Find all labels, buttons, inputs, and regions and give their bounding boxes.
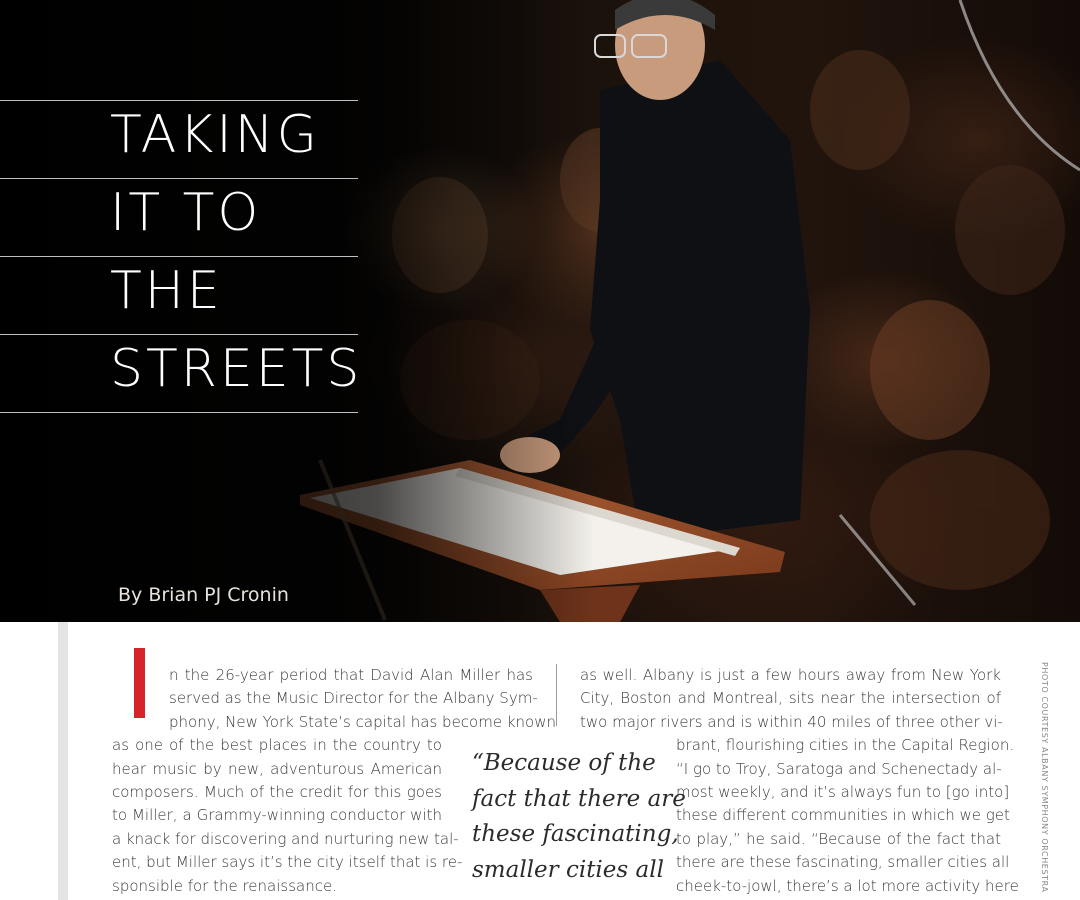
body-line: to play,” he said. “Because of the fact that [676, 829, 1001, 848]
photo-credit: PHOTO COURTESY ALBANY SYMPHONY ORCHESTRA [1040, 662, 1049, 893]
body-line: “I go to Troy, Saratoga and Schenectady al- [676, 759, 1002, 778]
body-line: composers. Much of the credit for this goes [112, 783, 442, 801]
body-line: ent, but Miller says it’s the city itself that is re- [112, 853, 463, 872]
body-line: cheek-to-jowl, there’s a lot more activity here [676, 876, 1019, 895]
body-line: n the 26-year period that David Alan Miller has [169, 666, 533, 684]
pull-quote-line: “Because of the [472, 750, 656, 776]
drop-cap [134, 648, 145, 718]
body-line: served as the Music Director for the Albany Sym- [169, 689, 538, 708]
title-line: TAKING [0, 100, 358, 178]
body-line: sponsible for the renaissance. [112, 876, 337, 895]
body-line: as well. Albany is just a few hours away from New York [580, 666, 1001, 684]
pull-quote-line: smaller cities all [472, 856, 664, 883]
byline: By Brian PJ Cronin [118, 584, 289, 606]
body-line: most weekly, and it’s always fun to [go into] [676, 783, 1010, 801]
title-line: STREETS [0, 334, 358, 413]
body-line: brant, flourishing cities in the Capital Region. [676, 736, 1015, 755]
body-line: two major rivers and is within 40 miles of three other vi- [580, 712, 1003, 731]
title-line: THE [0, 256, 358, 334]
column-divider [556, 664, 557, 726]
page-gutter [58, 622, 68, 900]
title-line: IT TO [0, 178, 358, 256]
body-line: City, Boston and Montreal, sits near the intersection of [580, 689, 1001, 708]
body-line: phony, New York State’s capital has become known [169, 712, 556, 731]
body-line: these different communities in which we get [676, 806, 1010, 825]
body-line: a knack for discovering and nurturing new tal- [112, 829, 459, 848]
body-line: as one of the best places in the country to [112, 736, 442, 755]
pull-quote-line: these fascinating, [472, 821, 679, 847]
body-line: there are these fascinating, smaller cities all [676, 853, 1010, 872]
pull-quote-line: fact that there are [472, 785, 686, 812]
body-line: hear music by new, adventurous American [112, 759, 442, 778]
article-title [0, 100, 363, 413]
body-line: to Miller, a Grammy-winning conductor with [112, 806, 442, 825]
